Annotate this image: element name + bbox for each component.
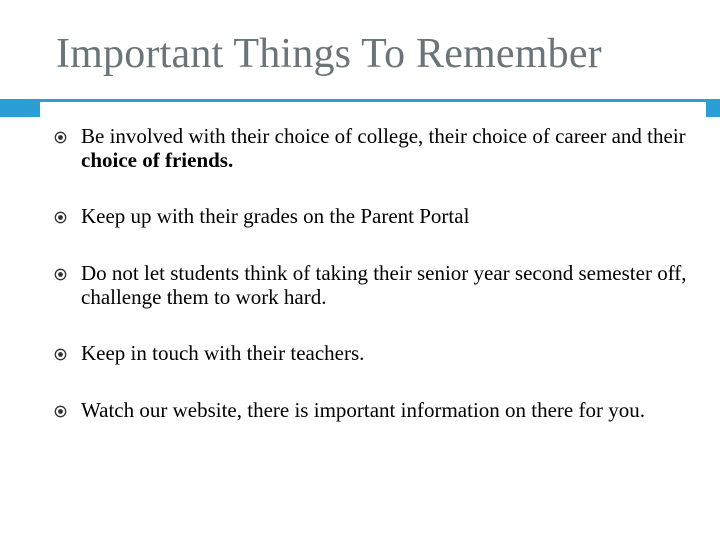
- bullet-text-regular: Be involved with their choice of college, their choice of career and their: [81, 124, 686, 148]
- circled-dot-icon: [54, 405, 67, 418]
- bullet-item: [54, 261, 694, 309]
- bullet-text: [81, 124, 694, 172]
- slide-title: Important Things To Remember: [56, 31, 602, 77]
- circled-dot-icon: [54, 268, 67, 281]
- title-rule-right-block: [706, 99, 720, 117]
- title-rule-line: [40, 99, 706, 102]
- bullet-item: [54, 341, 694, 365]
- circled-dot-icon: [54, 348, 67, 361]
- bullet-item: [54, 398, 694, 422]
- title-rule-left-block: [0, 99, 40, 117]
- bullet-text: Do not let students think of taking their senior year second semester off, challenge them to work hard.: [81, 261, 687, 309]
- circled-dot-icon: [54, 211, 67, 224]
- bullet-item: [54, 124, 694, 172]
- bullet-text: Keep in touch with their teachers.: [81, 341, 365, 365]
- circled-dot-icon: [54, 131, 67, 144]
- bullet-text-bold: choice of friends.: [81, 148, 234, 172]
- bullet-text: Keep up with their grades on the Parent Portal: [81, 204, 470, 228]
- bullet-item: [54, 204, 694, 228]
- bullet-text: Watch our website, there is important information on there for you.: [81, 398, 645, 422]
